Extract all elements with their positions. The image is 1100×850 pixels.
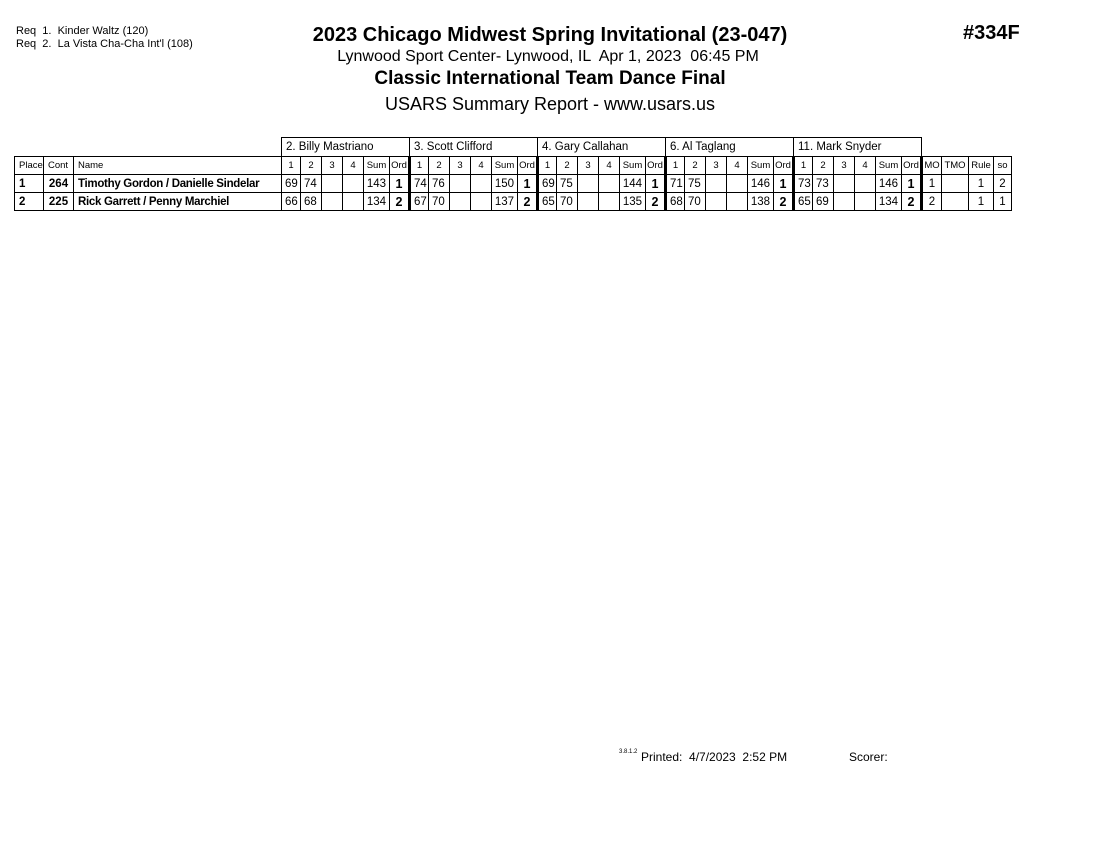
score-cell: 66 — [282, 193, 301, 211]
col-place: Place — [15, 157, 44, 175]
place-cell: 1 — [15, 175, 44, 193]
col-mo: MO — [922, 157, 942, 175]
score-cell: 69 — [282, 175, 301, 193]
sum-cell: 143 — [364, 175, 390, 193]
mo-cell: 2 — [922, 193, 942, 211]
ordinal-cell: 2 — [390, 193, 410, 211]
col-tmo: TMO — [942, 157, 969, 175]
sum-cell: 138 — [748, 193, 774, 211]
col-ord: Ord — [774, 157, 794, 175]
col-sum: Sum — [876, 157, 902, 175]
score-cell: 70 — [557, 193, 578, 211]
judge-name: 6. Al Taglang — [666, 138, 794, 157]
col-score-2: 2 — [557, 157, 578, 175]
score-cell — [322, 193, 343, 211]
score-cell: 73 — [794, 175, 813, 193]
score-cell: 68 — [301, 193, 322, 211]
col-so: so — [994, 157, 1012, 175]
ordinal-cell: 2 — [774, 193, 794, 211]
judge-name: 3. Scott Clifford — [410, 138, 538, 157]
score-cell: 75 — [557, 175, 578, 193]
competition-title: 2023 Chicago Midwest Spring Invitational (23-047) — [312, 24, 788, 46]
col-score-1: 1 — [410, 157, 429, 175]
score-cell — [578, 175, 599, 193]
judges-row — [15, 138, 1012, 157]
col-score-3: 3 — [578, 157, 599, 175]
report-title: USARS Summary Report - www.usars.us — [384, 94, 716, 114]
judge-name: 4. Gary Callahan — [538, 138, 666, 157]
so-cell: 1 — [994, 193, 1012, 211]
contestant-number: 225 — [44, 193, 74, 211]
score-cell — [855, 193, 876, 211]
requirement-1: Req 1. Kinder Waltz (120) — [16, 25, 149, 37]
score-cell: 76 — [429, 175, 450, 193]
score-cell — [599, 175, 620, 193]
score-cell — [727, 175, 748, 193]
score-cell — [450, 193, 471, 211]
report-header — [0, 22, 1100, 116]
ordinal-cell: 1 — [902, 175, 922, 193]
so-cell: 2 — [994, 175, 1012, 193]
score-cell — [343, 175, 364, 193]
sum-cell: 134 — [364, 193, 390, 211]
score-cell: 65 — [794, 193, 813, 211]
ordinal-cell: 1 — [390, 175, 410, 193]
ordinal-cell: 1 — [774, 175, 794, 193]
score-cell — [599, 193, 620, 211]
score-cell: 73 — [813, 175, 834, 193]
col-score-1: 1 — [282, 157, 301, 175]
col-sum: Sum — [748, 157, 774, 175]
score-cell: 71 — [666, 175, 685, 193]
col-score-1: 1 — [538, 157, 557, 175]
score-cell: 69 — [538, 175, 557, 193]
event-number: #334F — [963, 22, 1020, 44]
skater-names: Timothy Gordon / Danielle Sindelar — [74, 175, 282, 193]
score-cell: 74 — [301, 175, 322, 193]
score-cell — [706, 193, 727, 211]
col-score-2: 2 — [685, 157, 706, 175]
col-ord: Ord — [646, 157, 666, 175]
col-score-1: 1 — [794, 157, 813, 175]
score-cell — [834, 193, 855, 211]
score-cell — [343, 193, 364, 211]
col-score-4: 4 — [471, 157, 492, 175]
col-ord: Ord — [518, 157, 538, 175]
place-cell: 2 — [15, 193, 44, 211]
score-cell — [471, 175, 492, 193]
score-cell — [834, 175, 855, 193]
col-score-2: 2 — [813, 157, 834, 175]
col-name: Name — [74, 157, 282, 175]
printed-timestamp: Printed: 4/7/2023 2:52 PM — [641, 750, 788, 764]
score-cell — [471, 193, 492, 211]
sum-cell: 150 — [492, 175, 518, 193]
col-sum: Sum — [492, 157, 518, 175]
score-cell — [706, 175, 727, 193]
score-cell: 69 — [813, 193, 834, 211]
mo-cell: 1 — [922, 175, 942, 193]
venue-date: Lynwood Sport Center- Lynwood, IL Apr 1, 2023 06:45 PM — [337, 48, 759, 65]
col-score-3: 3 — [450, 157, 471, 175]
table-row — [15, 193, 1012, 211]
col-score-2: 2 — [429, 157, 450, 175]
col-score-4: 4 — [343, 157, 364, 175]
judge-name: 11. Mark Snyder — [794, 138, 922, 157]
score-cell — [578, 193, 599, 211]
score-cell — [855, 175, 876, 193]
col-sum: Sum — [364, 157, 390, 175]
requirement-2: Req 2. La Vista Cha-Cha Int'l (108) — [16, 38, 193, 50]
ordinal-cell: 2 — [646, 193, 666, 211]
contestant-number: 264 — [44, 175, 74, 193]
score-cell: 65 — [538, 193, 557, 211]
event-title: Classic International Team Dance Final — [374, 68, 726, 89]
score-cell: 74 — [410, 175, 429, 193]
sum-cell: 137 — [492, 193, 518, 211]
version-code: 3.8.1.2 — [619, 749, 638, 755]
sum-cell: 146 — [748, 175, 774, 193]
sum-cell: 135 — [620, 193, 646, 211]
sum-cell: 134 — [876, 193, 902, 211]
skater-names: Rick Garrett / Penny Marchiel — [74, 193, 282, 211]
col-score-2: 2 — [301, 157, 322, 175]
score-cell: 70 — [685, 193, 706, 211]
column-header-row — [15, 157, 1012, 175]
col-ord: Ord — [390, 157, 410, 175]
rule-cell: 1 — [969, 175, 994, 193]
col-score-4: 4 — [599, 157, 620, 175]
col-score-3: 3 — [834, 157, 855, 175]
tmo-cell — [942, 175, 969, 193]
ordinal-cell: 2 — [902, 193, 922, 211]
score-cell: 67 — [410, 193, 429, 211]
score-cell — [450, 175, 471, 193]
score-cell — [727, 193, 748, 211]
col-score-4: 4 — [855, 157, 876, 175]
col-score-3: 3 — [706, 157, 727, 175]
ordinal-cell: 1 — [518, 175, 538, 193]
rule-cell: 1 — [969, 193, 994, 211]
sum-cell: 146 — [876, 175, 902, 193]
score-cell — [322, 175, 343, 193]
col-score-1: 1 — [666, 157, 685, 175]
col-sum: Sum — [620, 157, 646, 175]
table-row — [15, 175, 1012, 193]
col-rule: Rule — [969, 157, 994, 175]
sum-cell: 144 — [620, 175, 646, 193]
col-ord: Ord — [902, 157, 922, 175]
results-table — [14, 137, 1012, 211]
tmo-cell — [942, 193, 969, 211]
ordinal-cell: 2 — [518, 193, 538, 211]
col-cont: Cont — [44, 157, 74, 175]
col-score-4: 4 — [727, 157, 748, 175]
judge-name: 2. Billy Mastriano — [282, 138, 410, 157]
col-score-3: 3 — [322, 157, 343, 175]
ordinal-cell: 1 — [646, 175, 666, 193]
score-cell: 68 — [666, 193, 685, 211]
score-cell: 70 — [429, 193, 450, 211]
scorer-label: Scorer: — [849, 750, 888, 764]
score-cell: 75 — [685, 175, 706, 193]
